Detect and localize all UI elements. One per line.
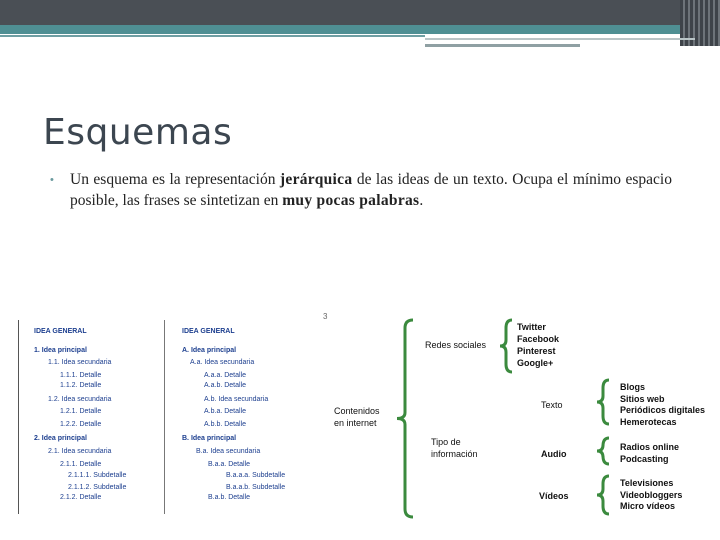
scheme-line: B.a.a. Detalle <box>208 461 251 468</box>
diagram-leaf: Micro vídeos <box>620 501 676 511</box>
header-rule-light <box>425 38 695 40</box>
diagram-root-label: Contenidos en internet <box>334 406 380 428</box>
node-tipo-label: Tipo de información <box>431 437 478 459</box>
scheme-line: B.a.a.b. Subdetalle <box>226 484 286 491</box>
curly-brace <box>597 438 609 464</box>
node-tipo-informacion <box>431 436 478 460</box>
scheme-line: IDEA GENERAL <box>34 328 87 335</box>
node-audio: Audio <box>541 449 567 459</box>
scheme-line: 1.2. Idea secundaria <box>48 396 112 403</box>
paragraph-text: Un esquema es la representación <box>70 171 280 188</box>
diagram-leaf: Radios online <box>620 442 680 452</box>
scheme-line: A.b.b. Detalle <box>204 421 247 428</box>
scheme-line: 1. Idea principal <box>34 347 87 354</box>
paragraph-emphasis: jerárquica <box>279 171 353 188</box>
scheme-line: 1.1. Idea secundaria <box>48 359 112 366</box>
diagram-leaf: Hemerotecas <box>620 416 677 427</box>
curly-brace <box>597 476 609 514</box>
scheme-line: A.b.a. Detalle <box>204 408 247 415</box>
scheme-line: 1.2.2. Detalle <box>60 421 102 428</box>
scheme-line: B.a.a.a. Subdetalle <box>226 472 286 479</box>
diagram-leaf: Google+ <box>517 358 554 368</box>
scheme-line: 2. Idea principal <box>34 435 87 442</box>
header-rule-short <box>425 44 580 47</box>
diagram-leaf: Sitios web <box>620 393 665 404</box>
bullet-marker: • <box>50 174 54 186</box>
curly-brace <box>597 380 609 424</box>
concept-diagram <box>305 312 705 522</box>
node-texto: Texto <box>541 400 563 410</box>
scheme-line: A.a. Idea secundaria <box>190 359 255 366</box>
scheme-line: B. Idea principal <box>182 435 237 442</box>
header-bar <box>0 0 720 25</box>
slide-title: Esquemas <box>43 112 233 153</box>
scheme-line: A.a.a. Detalle <box>204 372 247 379</box>
diagram-leaf: Videobloggers <box>620 489 683 500</box>
curly-brace <box>500 320 512 372</box>
header-rule <box>0 35 425 37</box>
scheme-line: A.b. Idea secundaria <box>204 396 269 403</box>
body-paragraph <box>70 169 672 211</box>
header-accent-bar <box>0 25 680 34</box>
scheme-line: 1.2.1. Detalle <box>60 408 102 415</box>
node-videos: Vídeos <box>539 491 569 501</box>
node-redes-sociales: Redes sociales <box>425 340 487 350</box>
diagram-leaf: Twitter <box>517 322 546 332</box>
scheme-line: 2.1.1. Detalle <box>60 461 102 468</box>
scheme-line: 2.1.1.2. Subdetalle <box>68 484 127 491</box>
scheme-line: 1.1.2. Detalle <box>60 382 102 389</box>
scheme-line: IDEA GENERAL <box>182 328 235 335</box>
scheme-line: 2.1. Idea secundaria <box>48 448 112 455</box>
diagram-root <box>334 405 380 429</box>
diagram-leaf: Periódicos digitales <box>620 405 706 415</box>
scheme-line: B.a.b. Detalle <box>208 494 251 501</box>
scheme-line: 2.1.1.1. Subdetalle <box>68 472 127 479</box>
scheme-line: B.a. Idea secundaria <box>196 448 261 455</box>
diagram-leaf: Facebook <box>517 334 560 344</box>
scheme-line: A. Idea principal <box>182 347 237 354</box>
paragraph-emphasis: muy pocas palabras <box>282 192 420 209</box>
diagram-leaf: Blogs <box>620 382 646 392</box>
scheme-line: A.a.b. Detalle <box>204 382 247 389</box>
scheme-divider <box>164 320 165 514</box>
corner-mark: 3 <box>323 312 328 321</box>
diagram-leaf: Podcasting <box>620 453 669 464</box>
scheme-line: 2.1.2. Detalle <box>60 494 102 501</box>
paragraph-text: . <box>419 192 424 209</box>
scheme-line: 1.1.1. Detalle <box>60 372 102 379</box>
curly-brace <box>397 320 413 517</box>
diagram-leaf: Pinterest <box>517 346 556 356</box>
diagram-leaf: Televisiones <box>620 478 674 488</box>
paragraph-text: de las ideas de un texto. Ocupa el mínimo espacio posible, las frases se sintetizan en <box>70 171 672 209</box>
